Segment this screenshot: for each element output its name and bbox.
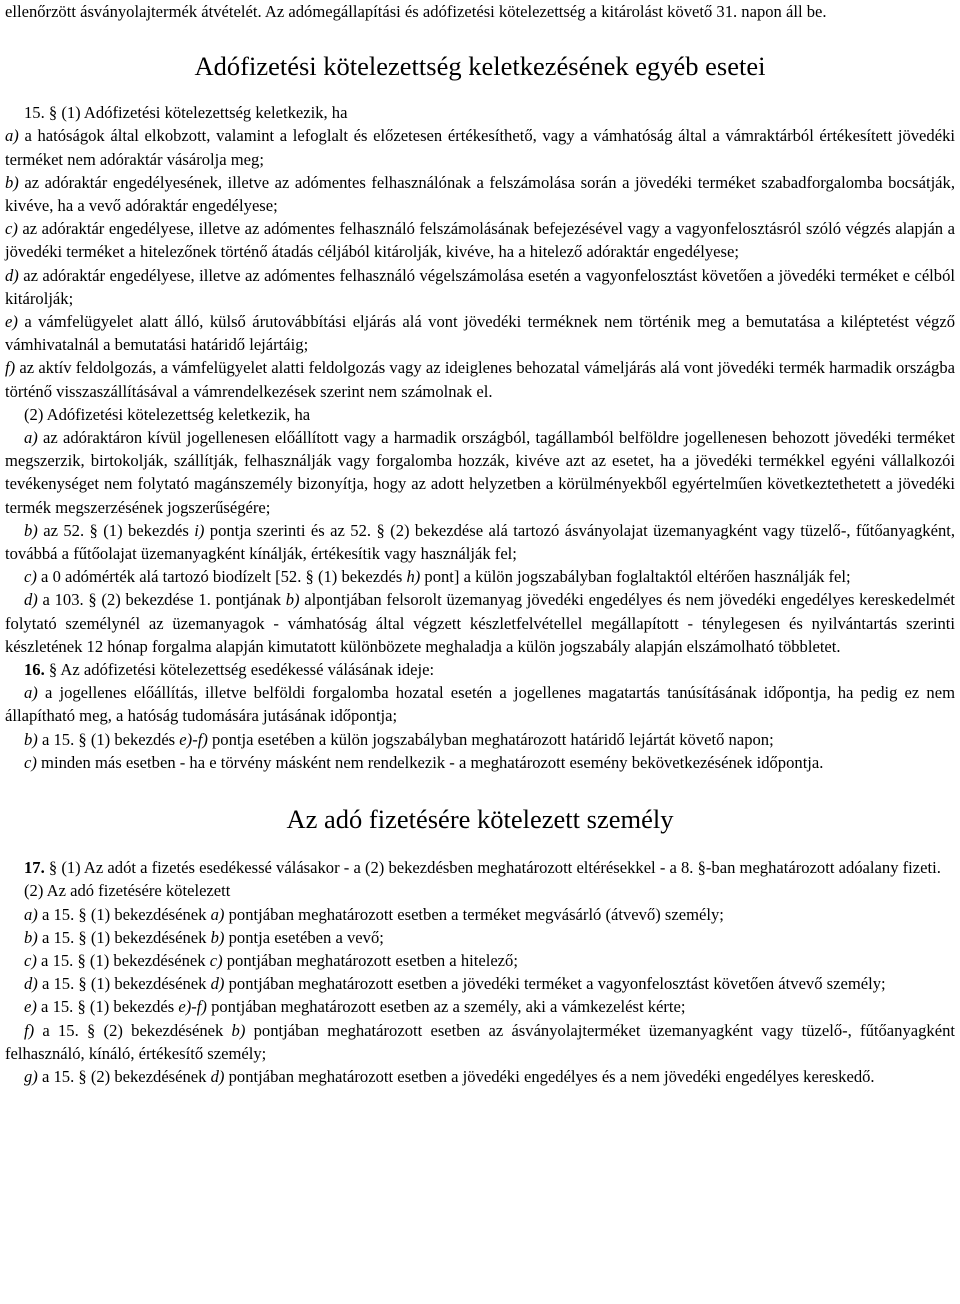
section-number: 15. xyxy=(24,103,45,123)
list-item: d) a 15. § (1) bekezdésének d) pontjában meghatározott esetben a jövedéki terméket a vagyonfelosztást követően átvevő személy; xyxy=(24,974,886,994)
list-item: d) a 103. § (2) bekezdése 1. pontjának b) alpontjában felsorolt üzemanyag jövedéki engedélyes és nem jövedéki engedélyes kereskedelmét folytató személynél az üzemanyagok - vámhatóság által végzett készletfelvétellel megállapított - ténylegesen és nyilvántartás szerinti készletének 12 hónap forgalma alapján kimutatott különbözete meghaladja a külön jogszabály alapján elszámolható többletet. xyxy=(5,590,955,656)
list-item: c) az adóraktár engedélyese, illetve az adómentes felhasználó felszámolásának befejezésével vagy a vagyonfelosztásról szóló végzés alapján a jövedéki terméket a hitelezőnek történő átadás céljából kitárolják, kivéve, ha a hitelező adóraktár engedélyese; xyxy=(5,219,955,262)
section-17-para-2: (2) Az adó fizetésére kötelezett xyxy=(24,881,231,901)
list-item: f) a 15. § (2) bekezdésének b) pontjában meghatározott esetben az ásványolajterméket üzemanyagként vagy tüzelő-, fűtőanyagként felhasználó, kínáló, értékesítő személy; xyxy=(5,1020,955,1063)
section-sign: § xyxy=(48,660,58,680)
list-item: e) a 15. § (1) bekezdés e)-f) pontjában meghatározott esetben az a személy, aki a vámkezelést kérte; xyxy=(24,997,686,1017)
document-body xyxy=(5,0,955,1088)
list-item: f) az aktív feldolgozás, a vámfelügyelet alatti feldolgozás vagy az ideiglenes behozatal vámeljárás alá vont jövedéki termék harmadik országba történő visszaszállításával a vámrendelkezések szerint nem számolnak el. xyxy=(5,358,955,401)
paragraph-continued xyxy=(5,0,955,23)
section-heading-2: Az adó fizetésére kötelezett személy xyxy=(286,804,674,835)
section-16-para: 16. § Az adófizetési kötelezettség esedékessé válásának ideje: xyxy=(24,660,435,680)
list-item: c) a 15. § (1) bekezdésének c) pontjában meghatározott esetben a hitelező; xyxy=(24,950,518,970)
list-item: b) a 15. § (1) bekezdés e)-f) pontja esetében a külön jogszabályban meghatározott határidő lejártát követő napon; xyxy=(24,729,774,749)
list-item: a) a jogellenes előállítás, illetve belföldi forgalomba hozatal esetén a jogellenes magatartás tanúsításának időpontja, ha pedig ez nem állapítható meg, a hatóság tudomására jutásának időpontja; xyxy=(5,683,955,726)
list-item: a) az adóraktáron kívül jogellenesen előállított vagy a harmadik országból, tagállamból belföldre jogellenesen behozott jövedéki terméket megszerzik, birtokolják, szállítják, felhasználják vagy forgalomba hozzák, kivéve azt az esetet, ha a jövedéki termékkel egyéni vállalkozói tevékenységet nem folytató magánszemély bizonyítja, hogy az adott helyzetben a körülményekből egyértelműen következtethetett a jövedéki termék megszerzésének jogszerűségére; xyxy=(5,428,955,517)
list-item: a) a hatóságok által elkobzott, valamint a lefoglalt és előzetesen értékesíthető, vagy a vámhatóság által a vámraktárból értékesített jövedéki terméket nem adóraktár vásárolja meg; xyxy=(5,126,955,169)
paragraph-text: ellenőrzött ásványolajtermék átvételét. Az adómegállapítási és adófizetési kötelezettség a kitárolást követő 31. napon áll be. xyxy=(5,2,827,21)
section-15-para-1: 15. § (1) Adófizetési kötelezettség keletkezik, ha xyxy=(24,103,348,123)
list-item: e) a vámfelügyelet alatt álló, külső árutovábbítási eljárás alá vont jövedéki terméknek nem történik meg a bemutatása a kiléptetést végző vámhivatalnál a bemutatási határidő lejártáig; xyxy=(5,312,955,355)
section-number: 16. xyxy=(24,660,45,680)
list-item: c) a 0 adómérték alá tartozó biodízelt [52. § (1) bekezdés h) pont] a külön jogszabályban foglaltaktól eltérően használják fel; xyxy=(24,567,851,587)
section-15-para-2: (2) Adófizetési kötelezettség keletkezik, ha xyxy=(24,404,311,424)
list-item: b) a 15. § (1) bekezdésének b) pontja esetében a vevő; xyxy=(24,927,384,947)
list-item: b) az 52. § (1) bekezdés i) pontja szerinti és az 52. § (2) bekezdése alá tartozó ásványolajat üzemanyagként vagy tüzelő-, fűtőanyagként, továbbá a fűtőolajat üzemanyagként kínálják, értékesítik vagy használják fel; xyxy=(5,520,956,564)
list-item: c) minden más esetben - ha e törvény másként nem rendelkezik - a meghatározott esemény bekövetkezésének időpontja. xyxy=(24,752,824,772)
section-sign: § xyxy=(48,103,58,123)
section-sign: § xyxy=(48,858,58,878)
section-number: 17. xyxy=(24,858,45,878)
section-17-para-1: 17. § (1) Az adót a fizetés esedékessé válásakor - a (2) bekezdésben meghatározott eltérésekkel - a 8. §-ban meghatározott adóalany fizeti. xyxy=(24,858,941,878)
list-item: g) a 15. § (2) bekezdésének d) pontjában meghatározott esetben a jövedéki engedélyes és a nem jövedéki engedélyes kereskedő. xyxy=(24,1066,875,1086)
section-heading-1: Adófizetési kötelezettség keletkezésének egyéb esetei xyxy=(194,51,766,82)
list-item: a) a 15. § (1) bekezdésének a) pontjában meghatározott esetben a terméket megvásárló (átvevő) személy; xyxy=(24,904,724,924)
list-item: d) az adóraktár engedélyese, illetve az adómentes felhasználó végelszámolása esetén a vagyonfelosztást követően a jövedéki terméket e célból kitárolják; xyxy=(5,265,955,308)
list-item: b) az adóraktár engedélyesének, illetve az adómentes felhasználónak a felszámolása során a jövedéki terméket szabadforgalomba bocsátják, kivéve, ha a vevő adóraktár engedélyese; xyxy=(5,172,955,216)
